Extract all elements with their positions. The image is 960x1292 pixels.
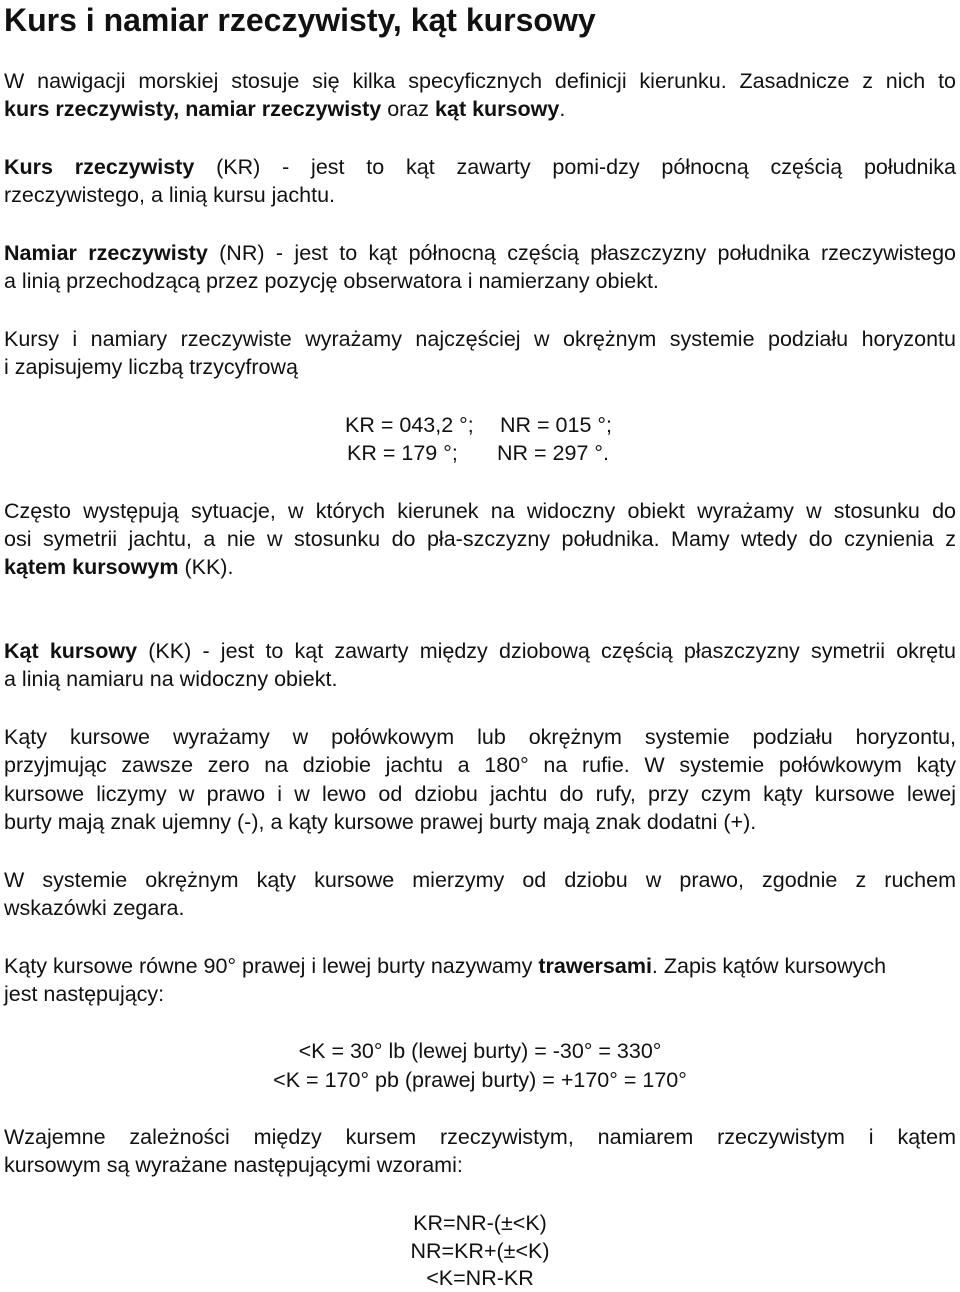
formula-nr: NR=KR+(±<K) — [410, 1239, 550, 1263]
term-bold: Kurs rzeczywisty — [4, 155, 195, 179]
paragraph-wzajemne-line-1: Wzajemne zależności między kursem rzeczywistym, namiarem rzeczywistym i kątem — [4, 1125, 956, 1149]
formula-kr: KR=NR-(±<K) — [413, 1211, 547, 1235]
formula-k: <K=NR-KR — [426, 1266, 534, 1290]
text-span: . Zapis kątów kursowych — [651, 954, 887, 978]
text-span: . — [559, 97, 566, 121]
text-span: Kąty kursowe równe 90° prawej i lewej burty nazywamy — [4, 954, 539, 978]
paragraph-kursy-line-1: Kursy i namiary rzeczywiste wyrażamy najczęściej w okrężnym systemie podziału horyzontu — [4, 327, 956, 351]
paragraph-kat-line-2: a linią namiaru na widoczny obiekt. — [4, 667, 338, 691]
example-angle-1: <K = 30° lb (lewej burty) = -30° = 330° — [298, 1039, 662, 1063]
paragraph-kursy-line-2: i zapisujemy liczbą trzycyfrową — [4, 355, 298, 379]
paragraph-kurs-line-1 — [4, 153, 956, 181]
paragraph-kat-line-1 — [4, 637, 956, 665]
term-bold: Kąt kursowy — [4, 639, 138, 663]
text-span: oraz — [381, 97, 436, 121]
paragraph-system-line-2: wskazówki zegara. — [4, 896, 185, 920]
paragraph-intro-line-1: W nawigacji morskiej stosuje się kilka specyficznych definicji kierunku. Zasadnicze z nich to — [4, 69, 956, 93]
example-kr-2: KR = 179 °; — [347, 441, 458, 465]
paragraph-trawersy-line-1 — [4, 952, 956, 980]
paragraph-czesto-line-3 — [4, 553, 956, 581]
example-kr-1: KR = 043,2 °; — [345, 413, 474, 437]
paragraph-kurs-line-2: rzeczywistego, a linią kursu jachtu. — [4, 183, 336, 207]
paragraph-intro-line-2 — [4, 95, 956, 123]
paragraph-katy-line-2: przyjmując zawsze zero na dziobie jachtu a 180° na rufie. W systemie połówkowym kąty — [4, 753, 956, 777]
paragraph-wzajemne-line-2: kursowym są wyrażane następującymi wzorami: — [4, 1153, 463, 1177]
term-bold: kurs rzeczywisty, namiar rzeczywisty — [4, 97, 382, 121]
paragraph-czesto-line-2: osi symetrii jachtu, a nie w stosunku do pła-szczyzny południka. Mamy wtedy do czynienia z — [4, 527, 956, 551]
paragraph-katy-line-4: burty mają znak ujemny (-), a kąty kursowe prawej burty mają znak dodatni (+). — [4, 810, 757, 834]
text-span: (KK) - jest to kąt zawarty między dziobową częścią płaszczyzny symetrii okrętu — [137, 639, 956, 663]
paragraph-katy-line-3: kursowe liczymy w prawo i w lewo od dziobu jachtu do rufy, przy czym kąty kursowe lewej — [4, 782, 956, 806]
term-bold: trawersami — [538, 954, 652, 978]
paragraph-namiar-line-2: a linią przechodzącą przez pozycję obserwatora i namierzany obiekt. — [4, 269, 659, 293]
term-bold: Namiar rzeczywisty — [4, 241, 208, 265]
term-bold: kąt kursowy — [435, 97, 560, 121]
term-bold: kątem kursowym — [4, 555, 179, 579]
page-title: Kurs i namiar rzeczywisty, kąt kursowy — [4, 2, 596, 38]
paragraph-trawersy-line-2: jest następujący: — [4, 982, 165, 1006]
example-angle-2: <K = 170° pb (prawej burty) = +170° = 170° — [273, 1068, 687, 1092]
paragraph-katy-line-1: Kąty kursowe wyrażamy w połówkowym lub okrężnym systemie podziału horyzontu, — [4, 725, 956, 749]
example-nr-1: NR = 015 °; — [500, 413, 612, 437]
paragraph-system-line-1: W systemie okrężnym kąty kursowe mierzymy od dziobu w prawo, zgodnie z ruchem — [4, 868, 956, 892]
text-span: (KK). — [178, 555, 234, 579]
text-span: (KR) - jest to kąt zawarty pomi-dzy północną częścią południka — [194, 155, 956, 179]
example-nr-2: NR = 297 °. — [497, 441, 609, 465]
paragraph-namiar-line-1 — [4, 239, 956, 267]
text-span: (NR) - jest to kąt północną częścią płaszczyzny południka rzeczywistego — [207, 241, 956, 265]
paragraph-czesto-line-1: Często występują sytuacje, w których kierunek na widoczny obiekt wyrażamy w stosunku do — [4, 499, 956, 523]
